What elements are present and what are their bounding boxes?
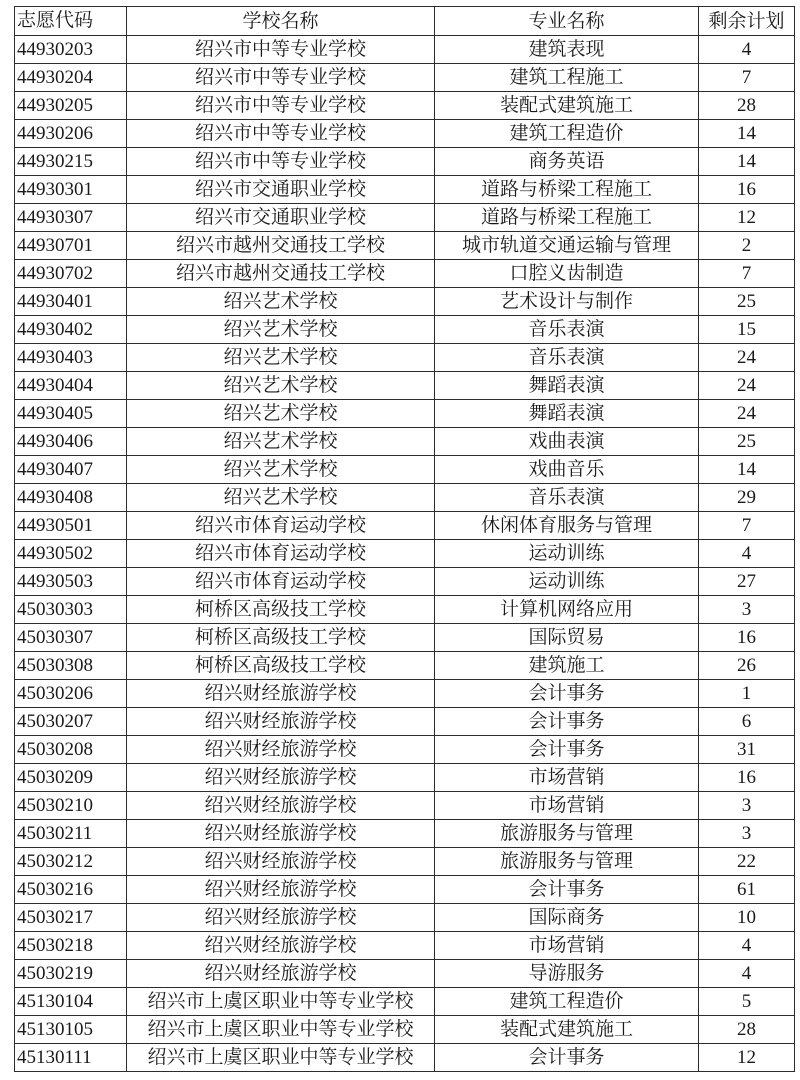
cell-school: 绍兴财经旅游学校 (127, 848, 435, 876)
table-row (15, 1044, 795, 1072)
cell-school: 绍兴财经旅游学校 (127, 820, 435, 848)
cell-remaining: 14 (699, 120, 795, 148)
table-row (15, 904, 795, 932)
table-row (15, 988, 795, 1016)
plan-document (14, 6, 794, 1072)
table-row (15, 540, 795, 568)
table-row (15, 148, 795, 176)
cell-remaining: 4 (699, 932, 795, 960)
table-body (15, 36, 795, 1072)
cell-remaining: 4 (699, 36, 795, 64)
table-row (15, 512, 795, 540)
table-row (15, 428, 795, 456)
cell-major: 建筑工程造价 (435, 988, 699, 1016)
table-row (15, 792, 795, 820)
cell-code: 45030209 (15, 764, 127, 792)
table-row (15, 1016, 795, 1044)
cell-school: 绍兴艺术学校 (127, 400, 435, 428)
table-row (15, 92, 795, 120)
cell-major: 会计事务 (435, 1044, 699, 1072)
cell-major: 休闲体育服务与管理 (435, 512, 699, 540)
cell-school: 绍兴市中等专业学校 (127, 92, 435, 120)
cell-school: 绍兴市交通职业学校 (127, 176, 435, 204)
table-row (15, 36, 795, 64)
table-row (15, 596, 795, 624)
cell-code: 45130104 (15, 988, 127, 1016)
table-row (15, 344, 795, 372)
table-row (15, 848, 795, 876)
cell-major: 国际商务 (435, 904, 699, 932)
cell-code: 44930206 (15, 120, 127, 148)
cell-code: 45030303 (15, 596, 127, 624)
table-row (15, 876, 795, 904)
cell-remaining: 3 (699, 820, 795, 848)
table-row (15, 456, 795, 484)
table-row (15, 736, 795, 764)
remaining-plan-table (14, 6, 795, 1072)
cell-major: 道路与桥梁工程施工 (435, 176, 699, 204)
cell-code: 45030206 (15, 680, 127, 708)
cell-major: 音乐表演 (435, 316, 699, 344)
cell-school: 绍兴市中等专业学校 (127, 64, 435, 92)
cell-major: 商务英语 (435, 148, 699, 176)
table-row (15, 484, 795, 512)
cell-major: 建筑工程造价 (435, 120, 699, 148)
cell-code: 44930702 (15, 260, 127, 288)
cell-code: 44930405 (15, 400, 127, 428)
header-major: 专业名称 (435, 7, 699, 36)
cell-major: 建筑表现 (435, 36, 699, 64)
table-row (15, 624, 795, 652)
table-row (15, 204, 795, 232)
table-row (15, 568, 795, 596)
cell-code: 45030208 (15, 736, 127, 764)
table-row (15, 652, 795, 680)
cell-remaining: 31 (699, 736, 795, 764)
cell-code: 45030307 (15, 624, 127, 652)
cell-major: 会计事务 (435, 680, 699, 708)
cell-remaining: 2 (699, 232, 795, 260)
header-school: 学校名称 (127, 7, 435, 36)
cell-remaining: 12 (699, 1044, 795, 1072)
cell-remaining: 16 (699, 176, 795, 204)
cell-major: 市场营销 (435, 792, 699, 820)
cell-remaining: 10 (699, 904, 795, 932)
cell-school: 绍兴市上虞区职业中等专业学校 (127, 988, 435, 1016)
cell-school: 绍兴市交通职业学校 (127, 204, 435, 232)
cell-major: 口腔义齿制造 (435, 260, 699, 288)
cell-code: 44930401 (15, 288, 127, 316)
cell-school: 绍兴艺术学校 (127, 484, 435, 512)
table-row (15, 288, 795, 316)
cell-code: 45030211 (15, 820, 127, 848)
cell-remaining: 25 (699, 428, 795, 456)
cell-major: 艺术设计与制作 (435, 288, 699, 316)
cell-remaining: 22 (699, 848, 795, 876)
cell-remaining: 24 (699, 344, 795, 372)
cell-code: 44930301 (15, 176, 127, 204)
table-row (15, 176, 795, 204)
cell-school: 绍兴财经旅游学校 (127, 792, 435, 820)
table-row (15, 820, 795, 848)
cell-major: 舞蹈表演 (435, 400, 699, 428)
cell-school: 绍兴艺术学校 (127, 428, 435, 456)
cell-remaining: 27 (699, 568, 795, 596)
cell-school: 绍兴市体育运动学校 (127, 540, 435, 568)
cell-remaining: 61 (699, 876, 795, 904)
cell-major: 戏曲表演 (435, 428, 699, 456)
cell-school: 绍兴市上虞区职业中等专业学校 (127, 1044, 435, 1072)
cell-code: 45030207 (15, 708, 127, 736)
cell-remaining: 4 (699, 540, 795, 568)
cell-code: 45130105 (15, 1016, 127, 1044)
cell-major: 道路与桥梁工程施工 (435, 204, 699, 232)
cell-code: 44930502 (15, 540, 127, 568)
cell-code: 44930408 (15, 484, 127, 512)
cell-code: 44930407 (15, 456, 127, 484)
cell-remaining: 12 (699, 204, 795, 232)
cell-school: 绍兴市中等专业学校 (127, 36, 435, 64)
table-row (15, 120, 795, 148)
cell-remaining: 24 (699, 400, 795, 428)
cell-major: 舞蹈表演 (435, 372, 699, 400)
cell-remaining: 7 (699, 260, 795, 288)
cell-school: 柯桥区高级技工学校 (127, 624, 435, 652)
cell-school: 绍兴财经旅游学校 (127, 708, 435, 736)
cell-school: 绍兴财经旅游学校 (127, 680, 435, 708)
table-header (15, 7, 795, 36)
cell-major: 运动训练 (435, 568, 699, 596)
table-row (15, 64, 795, 92)
cell-remaining: 28 (699, 92, 795, 120)
table-row (15, 260, 795, 288)
cell-school: 绍兴艺术学校 (127, 316, 435, 344)
cell-school: 绍兴市体育运动学校 (127, 568, 435, 596)
cell-code: 44930204 (15, 64, 127, 92)
cell-school: 绍兴市越州交通技工学校 (127, 232, 435, 260)
cell-school: 绍兴财经旅游学校 (127, 736, 435, 764)
table-row (15, 680, 795, 708)
cell-code: 45130111 (15, 1044, 127, 1072)
cell-code: 45030212 (15, 848, 127, 876)
cell-code: 44930501 (15, 512, 127, 540)
cell-major: 国际贸易 (435, 624, 699, 652)
cell-major: 音乐表演 (435, 344, 699, 372)
cell-remaining: 3 (699, 596, 795, 624)
cell-code: 44930406 (15, 428, 127, 456)
cell-code: 44930701 (15, 232, 127, 260)
cell-major: 计算机网络应用 (435, 596, 699, 624)
cell-major: 运动训练 (435, 540, 699, 568)
cell-school: 绍兴财经旅游学校 (127, 876, 435, 904)
cell-school: 绍兴财经旅游学校 (127, 960, 435, 988)
cell-code: 44930307 (15, 204, 127, 232)
cell-major: 音乐表演 (435, 484, 699, 512)
cell-major: 戏曲音乐 (435, 456, 699, 484)
table-row (15, 372, 795, 400)
cell-code: 45030308 (15, 652, 127, 680)
cell-major: 导游服务 (435, 960, 699, 988)
cell-major: 建筑施工 (435, 652, 699, 680)
cell-code: 44930205 (15, 92, 127, 120)
cell-code: 44930503 (15, 568, 127, 596)
cell-major: 市场营销 (435, 932, 699, 960)
cell-school: 绍兴市中等专业学校 (127, 148, 435, 176)
cell-school: 绍兴市上虞区职业中等专业学校 (127, 1016, 435, 1044)
table-row (15, 316, 795, 344)
cell-school: 绍兴艺术学校 (127, 372, 435, 400)
cell-major: 会计事务 (435, 708, 699, 736)
cell-school: 绍兴市体育运动学校 (127, 512, 435, 540)
cell-code: 45030210 (15, 792, 127, 820)
cell-remaining: 7 (699, 512, 795, 540)
cell-school: 绍兴艺术学校 (127, 344, 435, 372)
cell-remaining: 29 (699, 484, 795, 512)
cell-remaining: 16 (699, 764, 795, 792)
cell-remaining: 5 (699, 988, 795, 1016)
cell-major: 建筑工程施工 (435, 64, 699, 92)
table-row (15, 400, 795, 428)
cell-major: 旅游服务与管理 (435, 848, 699, 876)
header-code: 志愿代码 (15, 7, 127, 36)
cell-code: 44930402 (15, 316, 127, 344)
cell-remaining: 25 (699, 288, 795, 316)
cell-school: 绍兴艺术学校 (127, 456, 435, 484)
cell-remaining: 14 (699, 456, 795, 484)
cell-major: 会计事务 (435, 736, 699, 764)
cell-code: 45030217 (15, 904, 127, 932)
cell-code: 45030218 (15, 932, 127, 960)
cell-remaining: 7 (699, 64, 795, 92)
cell-remaining: 26 (699, 652, 795, 680)
cell-remaining: 3 (699, 792, 795, 820)
cell-major: 会计事务 (435, 876, 699, 904)
cell-remaining: 1 (699, 680, 795, 708)
table-row (15, 708, 795, 736)
cell-school: 绍兴财经旅游学校 (127, 932, 435, 960)
header-remaining: 剩余计划 (699, 7, 795, 36)
cell-remaining: 24 (699, 372, 795, 400)
cell-code: 44930403 (15, 344, 127, 372)
cell-major: 装配式建筑施工 (435, 1016, 699, 1044)
cell-remaining: 14 (699, 148, 795, 176)
cell-remaining: 28 (699, 1016, 795, 1044)
cell-school: 柯桥区高级技工学校 (127, 652, 435, 680)
cell-school: 绍兴市中等专业学校 (127, 120, 435, 148)
cell-code: 44930203 (15, 36, 127, 64)
cell-school: 绍兴财经旅游学校 (127, 904, 435, 932)
cell-code: 44930404 (15, 372, 127, 400)
cell-remaining: 6 (699, 708, 795, 736)
cell-remaining: 15 (699, 316, 795, 344)
table-row (15, 764, 795, 792)
header-row (15, 7, 795, 36)
cell-major: 旅游服务与管理 (435, 820, 699, 848)
table-row (15, 232, 795, 260)
cell-major: 市场营销 (435, 764, 699, 792)
cell-school: 绍兴艺术学校 (127, 288, 435, 316)
cell-code: 45030219 (15, 960, 127, 988)
cell-school: 柯桥区高级技工学校 (127, 596, 435, 624)
cell-major: 城市轨道交通运输与管理 (435, 232, 699, 260)
cell-remaining: 4 (699, 960, 795, 988)
cell-code: 45030216 (15, 876, 127, 904)
table-row (15, 960, 795, 988)
cell-code: 44930215 (15, 148, 127, 176)
cell-school: 绍兴市越州交通技工学校 (127, 260, 435, 288)
table-row (15, 932, 795, 960)
cell-major: 装配式建筑施工 (435, 92, 699, 120)
cell-remaining: 16 (699, 624, 795, 652)
cell-school: 绍兴财经旅游学校 (127, 764, 435, 792)
